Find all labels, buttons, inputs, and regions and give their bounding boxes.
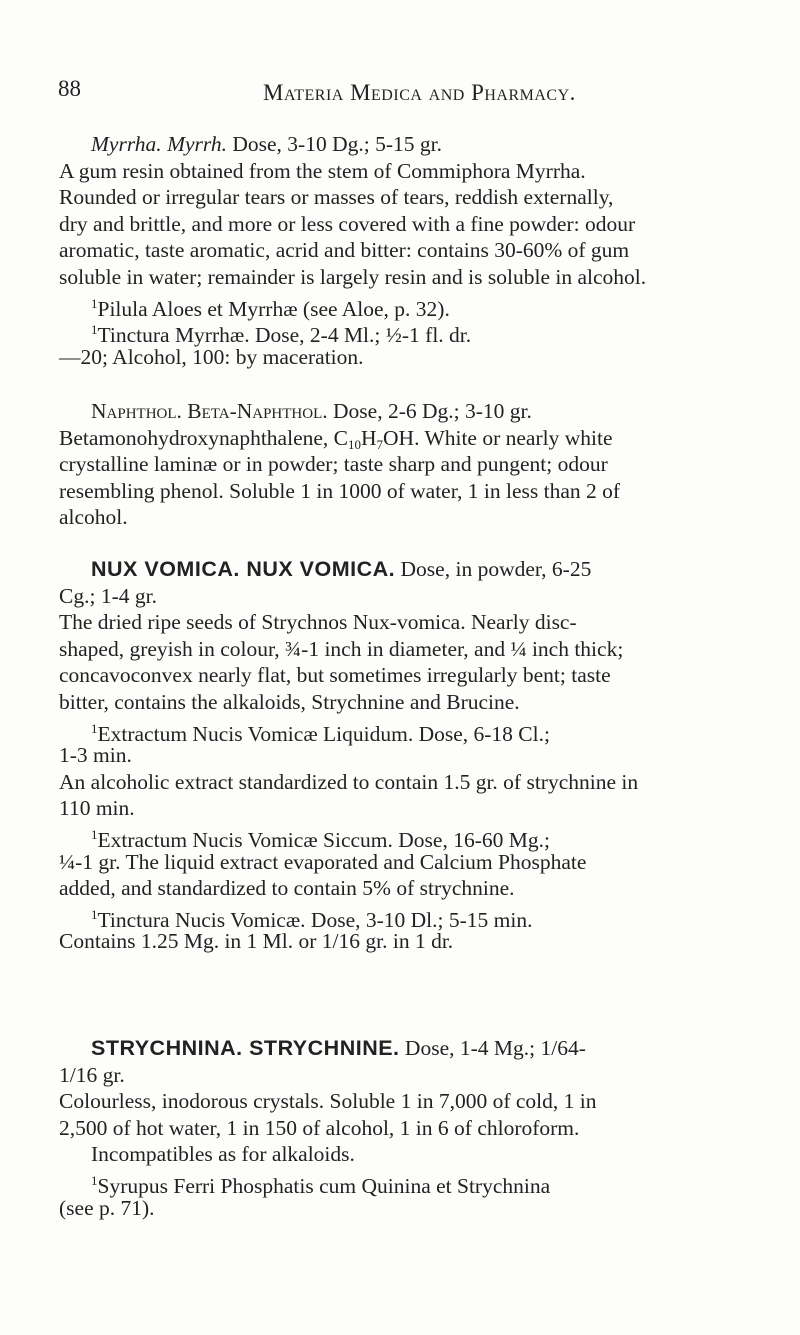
formula-text: H (361, 425, 377, 450)
preparation-text: Pilula Aloes et Myrrhæ (see Aloe, p. 32). (97, 296, 450, 321)
page-header (58, 76, 758, 112)
preparation-line (59, 822, 749, 852)
formula-text: Betamonohydroxynaphthalene, C (59, 425, 348, 450)
preparation-text: Tinctura Nucis Vomicæ. Dose, 3-10 Dl.; 5-15 min. (97, 907, 533, 932)
preparation-line (59, 716, 749, 746)
formula-line (59, 425, 749, 452)
body-line: concavoconvex nearly flat, but sometimes irregularly bent; taste (59, 663, 611, 688)
body-line: ¼-1 gr. The liquid extract evaporated and Calcium Phosphate (59, 849, 587, 874)
footnote-mark: 1 (91, 906, 98, 922)
footnote-mark: 1 (91, 720, 98, 736)
preparation-line (59, 291, 749, 321)
entry-heading (59, 131, 749, 158)
subscript: 7 (376, 436, 384, 452)
body-line: A gum resin obtained from the stem of Commiphora Myrrha. (59, 158, 586, 183)
preparation-text: Extractum Nucis Vomicæ Siccum. Dose, 16-60 Mg.; (97, 827, 550, 852)
body-line: 110 min. (59, 796, 135, 821)
body-line: resembling phenol. Soluble 1 in 1000 of water, 1 in less than 2 of (59, 478, 621, 503)
preparation-text: Extractum Nucis Vomicæ Liquidum. Dose, 6-18 Cl.; (97, 721, 550, 746)
entry-naphthol (59, 398, 749, 531)
entry-title: STRYCHNINA. STRYCHNINE. (91, 1036, 400, 1060)
body-line: 1/16 gr. (59, 1062, 125, 1087)
entry-heading (59, 556, 749, 583)
body-line: Rounded or irregular tears or masses of tears, reddish externally, (59, 185, 614, 210)
body-line: aromatic, taste aromatic, acrid and bitter: contains 30-60% of gum (59, 238, 630, 263)
body-line: bitter, contains the alkaloids, Strychnine and Brucine. (59, 689, 520, 714)
body-line: alcohol. (59, 505, 128, 530)
entry-title: NUX VOMICA. NUX VOMICA. (91, 557, 396, 581)
body-line: (see p. 71). (59, 1195, 155, 1220)
entry-heading (59, 1035, 749, 1062)
body-line: 1-3 min. (59, 743, 132, 768)
formula-text: OH. White or nearly white (383, 425, 613, 450)
page-number: 88 (58, 76, 81, 101)
body-line: —20; Alcohol, 100: by maceration. (59, 344, 364, 369)
body-line: dry and brittle, and more or less covered with a fine powder: odour (59, 211, 636, 236)
body-line: Colourless, inodorous crystals. Soluble 1 in 7,000 of cold, 1 in (59, 1089, 597, 1114)
preparation-line (59, 317, 749, 348)
entry-heading (59, 398, 749, 425)
dose-text: Dose, 1-4 Mg.; 1/64- (399, 1036, 586, 1060)
footnote-mark: 1 (91, 826, 98, 842)
body-line: 2,500 of hot water, 1 in 150 of alcohol, 1 in 6 of chloroform. (59, 1115, 580, 1140)
footnote-mark: 1 (91, 322, 98, 338)
preparation-text: Tinctura Myrrhæ. Dose, 2-4 Ml.; ½-1 fl. dr. (97, 323, 472, 348)
body-line: Incompatibles as for alkaloids. (91, 1142, 355, 1167)
body-line: Contains 1.25 Mg. in 1 Ml. or 1/16 gr. in 1 dr. (59, 929, 454, 954)
dose-text: Dose, 3-10 Dg.; 5-15 gr. (227, 132, 442, 156)
latin-name: Myrrha. (91, 132, 162, 156)
running-title: Materia Medica and Pharmacy. (263, 80, 576, 105)
footnote-mark: 1 (91, 295, 98, 311)
entry-myrrha (59, 131, 749, 370)
body-line: Cg.; 1-4 gr. (59, 583, 157, 608)
dose-text: Dose, in powder, 6-25 (395, 557, 592, 581)
dose-text: Dose, 2-6 Dg.; 3-10 gr. (327, 399, 532, 423)
body-line: shaped, greyish in colour, ¾-1 inch in diameter, and ¼ inch thick; (59, 636, 624, 661)
body-line: An alcoholic extract standardized to contain 1.5 gr. of strychnine in (59, 769, 639, 794)
english-name: Myrrh. (167, 132, 227, 156)
entry-nux-vomica (59, 556, 749, 955)
preparation-text: Syrupus Ferri Phosphatis cum Quinina et Strychnina (97, 1173, 551, 1198)
preparation-line (59, 1168, 749, 1198)
body-line: The dried ripe seeds of Strychnos Nux-vomica. Nearly disc- (59, 610, 577, 635)
body-line: crystalline laminæ or in powder; taste sharp and pungent; odour (59, 452, 608, 477)
body-line: added, and standardized to contain 5% of strychnine. (59, 876, 515, 901)
entry-strychnina (59, 1035, 749, 1221)
subscript: 10 (348, 436, 361, 452)
body-line: soluble in water; remainder is largely resin and is soluble in alcohol. (59, 264, 647, 289)
footnote-mark: 1 (91, 1172, 98, 1188)
entry-title: Naphthol. Beta-Naphthol. (91, 399, 328, 423)
preparation-line (59, 902, 749, 932)
